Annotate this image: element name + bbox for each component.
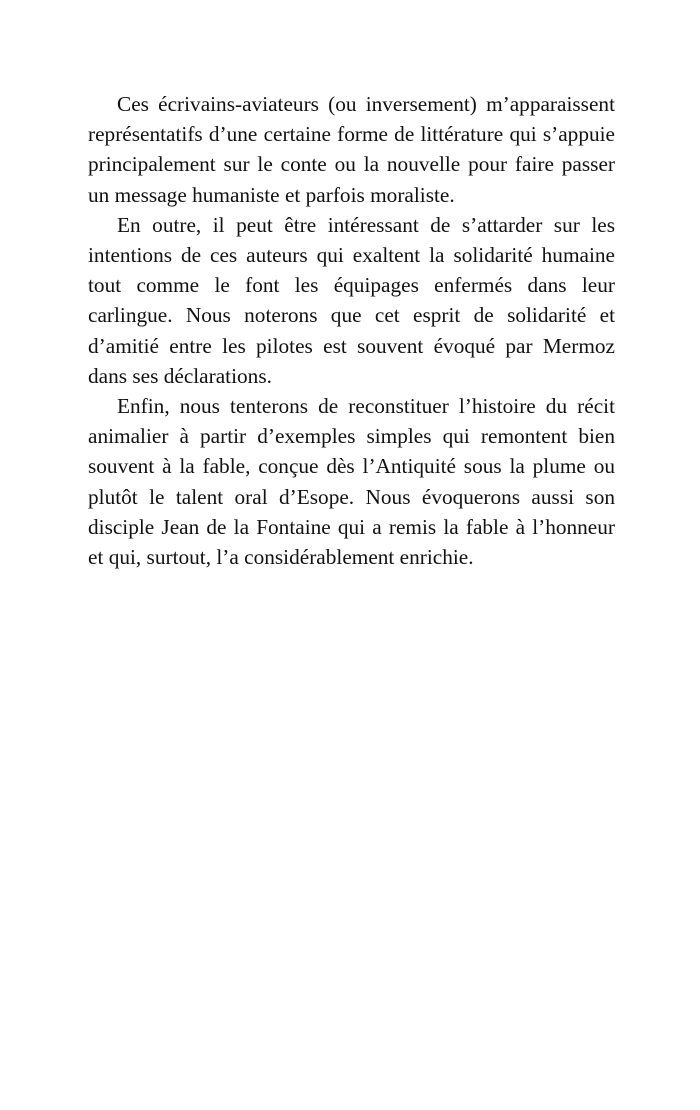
paragraph-3: Enfin, nous tenterons de reconstituer l’histoire du récit animalier à partir d’exemples simples qui remontent bien souvent à la fable, conçue dès l’Antiquité sous la plume ou plutôt le talent oral d’Esope. Nous évoquerons aussi son disciple Jean de la Fontaine qui a remis la fable à l’honneur et qui, surtout, l’a considérablement enrichie.	[88, 394, 615, 570]
paragraph-2: En outre, il peut être intéressant de s’attarder sur les intentions de ces auteurs qui exaltent la solidarité humaine tout comme le font les équipages enfermés dans leur carlingue. Nous noterons que cet esprit de solidarité et d’amitié entre les pilotes est souvent évoqué par Mermoz dans ses déclarations.	[88, 212, 615, 388]
body-text	[88, 89, 615, 572]
paragraph-1: Ces écrivains-aviateurs (ou inversement) m’apparaissent représentatifs d’une certaine forme de littérature qui s’appuie principalement sur le conte ou la nouvelle pour faire passer un message humaniste et parfois moraliste.	[88, 92, 615, 207]
